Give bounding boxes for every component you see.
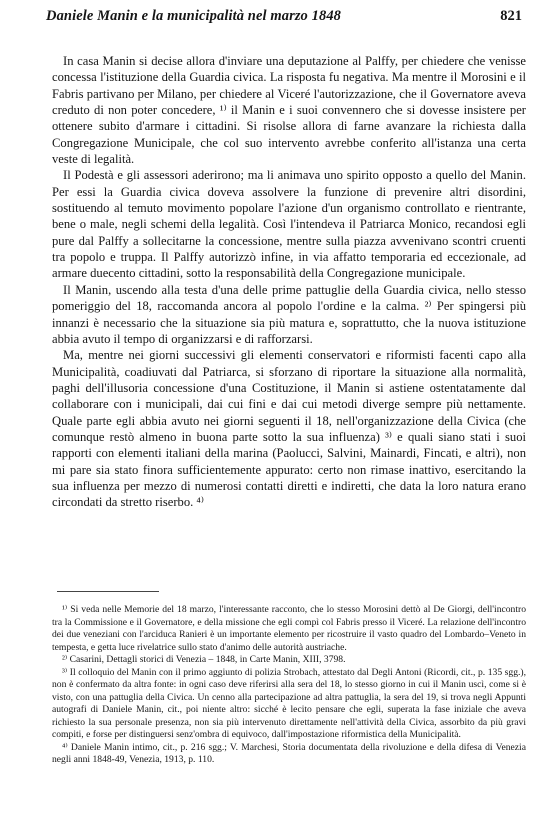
paragraph: Il Podestà e gli assessori aderirono; ma li animava uno spirito opposto a quello del Manin. Per essi la Guardia civica doveva assolvere la funzione di prevenire altri disordini, sostituendo al temuto movimento popolare l'azione d'un organismo controllato e rientrante, bene o male, negli schemi della legalità. Così l'intendeva il Patriarca Monico, recandosi egli pure dal Palffy a sollecitarne la concessione, mentre sulla piazza avvenivano scontri cruenti tra popolo e truppa. Il Palffy autorizzò infine, in via affatto temporaria ed eccezionale, ad armare duecento cittadini, sotto la responsabilità della Congregazione municipale. — [52, 168, 526, 281]
footnote: ¹⁾ Si veda nelle Memorie del 18 marzo, l'interessante racconto, che lo stesso Morosini dettò al De Giorgi, dell'incontro tra la Commissione e il Governatore, e della missione che egli compì col Fabris presso il Viceré. La relazione dell'incontro dei due veneziani con l'arciduca Ranieri è un importante elemento per ricostruire il vasto quadro del Lombardo–Veneto in tempesta, e getta luce rivelatrice sullo stato d'animo delle autorità austriache. — [52, 604, 526, 653]
page-number: 821 — [500, 8, 522, 24]
footnote: ⁴⁾ Daniele Manin intimo, cit., p. 216 sgg.; V. Marchesi, Storia documentata della rivoluzione e della difesa di Venezia negli anni 1848-49, Venezia, 1913, p. 110. — [52, 741, 526, 765]
footnote-separator — [57, 591, 159, 592]
paragraph: Il Manin, uscendo alla testa d'una delle prime pattuglie della Guardia civica, nello stesso pomeriggio del 18, raccomanda ancora al popolo l'ordine e la calma. ²⁾ Per spingersi più innanzi è necessario che la situazione sia più matura e, soprattutto, che la nuova istituzione abbia avuto il tempo di organizzarsi e di rafforzarsi. — [52, 282, 526, 346]
paragraph: Ma, mentre nei giorni successivi gli elementi conservatori e riformisti facenti capo alla Municipalità, coadiuvati dal Patriarca, si sforzano di riportare la situazione alla normalità, paghi dell'illusoria concessione d'una Costituzione, il Manin si astiene ostentatamente dal collaborare con i municipali, dai cui fini e dai cui metodi diverge sempre più nettamente. Quale parte egli abbia avuto nei giorni seguenti il 18, nell'organizzazione della Civica (che comunque restò almeno in buona parte sotto la sua influenza) ³⁾ e quali siano stati i suoi rapporti con elementi italiani della marina (Paolucci, Salvini, Mainardi, Fincati, e altri), non mi pare sia stato finora sufficientemente appurato: certo non rimase inattivo, esercitando la sua influenza per mezzo di numerosi contatti diretti e indiretti, che data la loro natura erano circondati da stretto riserbo. ⁴⁾ — [52, 348, 526, 510]
main-text — [52, 53, 526, 511]
footnotes — [52, 604, 526, 767]
footnote: ²⁾ Casarini, Dettagli storici di Venezia – 1848, in Carte Manin, XIII, 3798. — [62, 654, 346, 665]
paragraph: In casa Manin si decise allora d'inviare una deputazione al Palffy, per chiedere che venisse concessa l'istituzione della Guardia civica. La risposta fu negativa. Ma mentre il Morosini e il Fabris partivano per Milano, per chiedere al Viceré l'autorizzazione, che il Governatore aveva creduto di non poter concedere, ¹⁾ il Manin e i suoi convennero che si dovesse insistere per ottenere subito d'armare i cittadini. Si risolse allora di farne avanzare la richiesta dalla Congregazione Municipale, che col suo intervento avrebbe conferito all'istanza una certa veste di legalità. — [52, 54, 526, 167]
footnote: ³⁾ Il colloquio del Manin con il primo aggiunto di polizia Strobach, attestato dal Degli Antoni (Ricordi, cit., p. 135 sgg.), non è confermato da altra fonte: in ogni caso deve riferirsi alla sera del 18, lo stesso giorno in cui il Manin uscì, come si è visto, con una pattuglia della Civica. Un cenno alla partecipazione ad altra pattuglia, la sera del 19, si trova negli Appunti autografi di Daniele Manin, cit., poi niente altro: sicché è lecito pensare che egli, superata la fase iniziale che aveva richiesto la sua personale presenza, non sia più intervenuto direttamente nell'attività della Civica, assorbito da più gravi compiti, e forse per distinguersi senz'ombra di equivoco, dall'impostazione riformistica della Municipalità. — [52, 666, 526, 740]
running-header — [46, 6, 522, 32]
running-title: Daniele Manin e la municipalità nel marzo 1848 — [46, 8, 342, 24]
